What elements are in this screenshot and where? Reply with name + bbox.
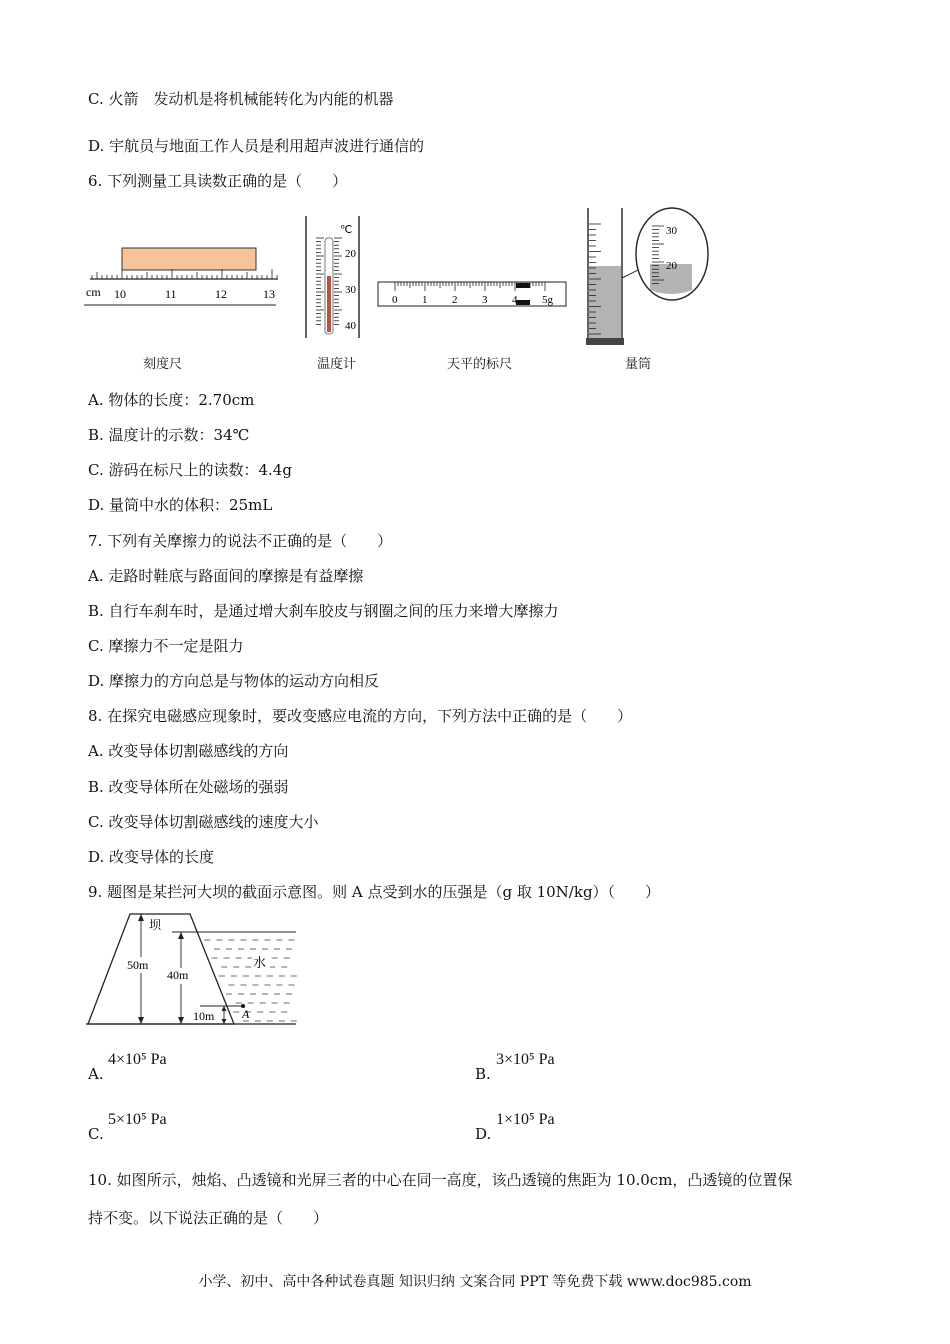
balance-tick-4: 4 [512,294,518,306]
balance-tick-3: 3 [482,294,488,306]
figure-6-measuring-tools [82,204,722,354]
caption-balance-scale: 天平的标尺 [447,357,513,372]
caption-cylinder: 量筒 [625,357,652,372]
q6-stem: 6. 下列测量工具读数正确的是（ ） [88,172,348,190]
q9-option-a-label: A. [88,1065,104,1083]
q9-option-b-value: 3×10⁵ Pa [496,1051,555,1068]
q7-option-b: B. 自行车刹车时，是通过增大刹车胶皮与钢圈之间的压力来增大摩擦力 [88,602,559,620]
graduated-cylinder-figure [586,208,708,345]
thermometer-unit: ℃ [340,224,353,236]
ruler-unit: cm [86,285,101,299]
q6-option-a: A. 物体的长度：2.70cm [88,391,255,409]
balance-tick-1: 1 [422,294,428,306]
q6-option-c: C. 游码在标尺上的读数：4.4g [88,461,292,479]
balance-scale-figure [378,282,566,306]
thermometer-figure [306,216,359,338]
q9-option-c-value: 5×10⁵ Pa [108,1111,167,1128]
dam-label: 坝 [149,918,162,932]
point-a-label: A [242,1007,250,1021]
q8-option-b: B. 改变导体所在处磁场的强弱 [88,778,289,796]
thermometer-tick-40: 40 [345,320,356,332]
ruler-figure [84,248,278,305]
ruler-tick-13: 13 [263,287,275,301]
cylinder-zoom-tick-30: 30 [666,225,677,237]
q7-option-c: C. 摩擦力不一定是阻力 [88,637,244,655]
q10-stem-line-2: 持不变。以下说法正确的是（ ） [88,1209,329,1227]
ruler-tick-11: 11 [165,287,177,301]
caption-thermometer: 温度计 [317,357,357,372]
page-footer: 小学、初中、高中各种试卷真题 知识归纳 文案合同 PPT 等免费下载 www.doc985.com [198,1274,752,1290]
q5-option-d: D. 宇航员与地面工作人员是利用超声波进行通信的 [88,137,425,155]
q8-option-c: C. 改变导体切割磁感线的速度大小 [88,813,319,831]
q9-stem: 9. 题图是某拦河大坝的截面示意图。则 A 点受到水的压强是（g 取 10N/kg）（ ） [88,883,661,901]
q10-stem-line-1: 10. 如图所示，烛焰、凸透镜和光屏三者的中心在同一高度，该凸透镜的焦距为 10.0cm，凸透镜的位置保 [88,1171,793,1189]
height-water-label: 40m [167,968,189,982]
q7-stem: 7. 下列有关摩擦力的说法不正确的是（ ） [88,532,393,550]
q9-option-c-label: C. [88,1125,104,1143]
balance-tick-5g: 5g [542,294,553,306]
thermometer-tick-20: 20 [345,248,356,260]
q5-option-c: C. 火箭 发动机是将机械能转化为内能的机器 [88,90,394,108]
figure-9-dam-cross-section [86,912,298,1028]
q8-option-d: D. 改变导体的长度 [88,848,215,866]
height-point-label: 10m [193,1009,215,1023]
q9-option-d-value: 1×10⁵ Pa [496,1111,555,1128]
cylinder-zoom-tick-20: 20 [666,260,677,272]
q9-option-a-value: 4×10⁵ Pa [108,1051,167,1068]
height-total-label: 50m [127,958,149,972]
ruler-tick-10: 10 [114,287,126,301]
water-label: 水 [253,955,267,970]
balance-tick-2: 2 [452,294,458,306]
q6-option-b: B. 温度计的示数：34℃ [88,426,250,444]
ruler-tick-12: 12 [215,287,227,301]
q9-option-d-label: D. [475,1125,492,1143]
q7-option-a: A. 走路时鞋底与路面间的摩擦是有益摩擦 [88,567,364,585]
caption-ruler: 刻度尺 [143,357,183,372]
q7-option-d: D. 摩擦力的方向总是与物体的运动方向相反 [88,672,380,690]
q6-option-d: D. 量筒中水的体积：25mL [88,496,273,514]
q8-option-a: A. 改变导体切割磁感线的方向 [88,742,289,760]
q8-stem: 8. 在探究电磁感应现象时，要改变感应电流的方向，下列方法中正确的是（ ） [88,707,633,725]
q9-option-b-label: B. [475,1065,491,1083]
thermometer-tick-30: 30 [345,284,356,296]
balance-tick-0: 0 [392,294,398,306]
